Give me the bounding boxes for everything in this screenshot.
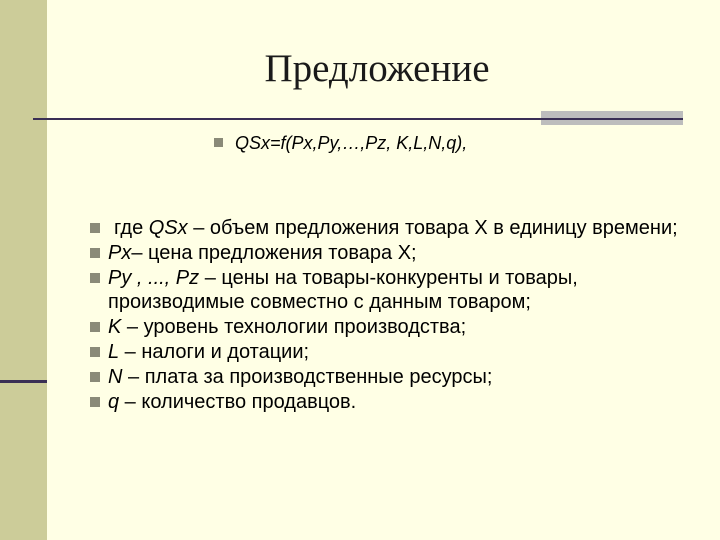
item-text: – налоги и дотации; (119, 341, 310, 363)
item-term: Py , ..., Pz (108, 267, 200, 289)
item-text: – уровень технологии производства; (121, 316, 467, 338)
item-text: – цены на товары-конкуренты и товары, производимые совместно с данным товаром; (108, 267, 578, 313)
formula-text: QSx=f(Px,Py,…,Pz, K,L,N,q), (235, 133, 468, 153)
list-item (90, 340, 700, 364)
square-bullet-icon (90, 397, 100, 407)
item-term: L (108, 341, 120, 363)
definition-list (90, 216, 700, 415)
slide-title: Предложение (264, 47, 490, 90)
list-item (90, 365, 700, 389)
item-text: – цена предложения товара X; (131, 242, 417, 264)
square-bullet-icon (90, 273, 100, 283)
square-bullet-icon (90, 223, 100, 233)
list-item (90, 390, 700, 414)
square-bullet-icon (214, 138, 223, 147)
square-bullet-icon (90, 322, 100, 332)
square-bullet-icon (90, 372, 100, 382)
list-item (90, 266, 700, 314)
formula-line (214, 131, 467, 155)
item-term: Px (108, 242, 132, 264)
item-term: q (108, 391, 120, 413)
item-text: – объем предложения товара X в единицу времени; (187, 217, 678, 239)
item-term: N (108, 366, 123, 388)
item-term: QSx (148, 217, 188, 239)
title-underline (33, 118, 683, 120)
item-term: K (108, 316, 122, 338)
item-text: – плата за производственные ресурсы; (122, 366, 493, 388)
list-item (90, 241, 700, 265)
list-item (90, 216, 700, 240)
list-item (90, 315, 700, 339)
item-text: – количество продавцов. (119, 391, 357, 413)
item-prefix: где (114, 217, 149, 239)
square-bullet-icon (90, 248, 100, 258)
left-divider (0, 380, 47, 383)
square-bullet-icon (90, 347, 100, 357)
